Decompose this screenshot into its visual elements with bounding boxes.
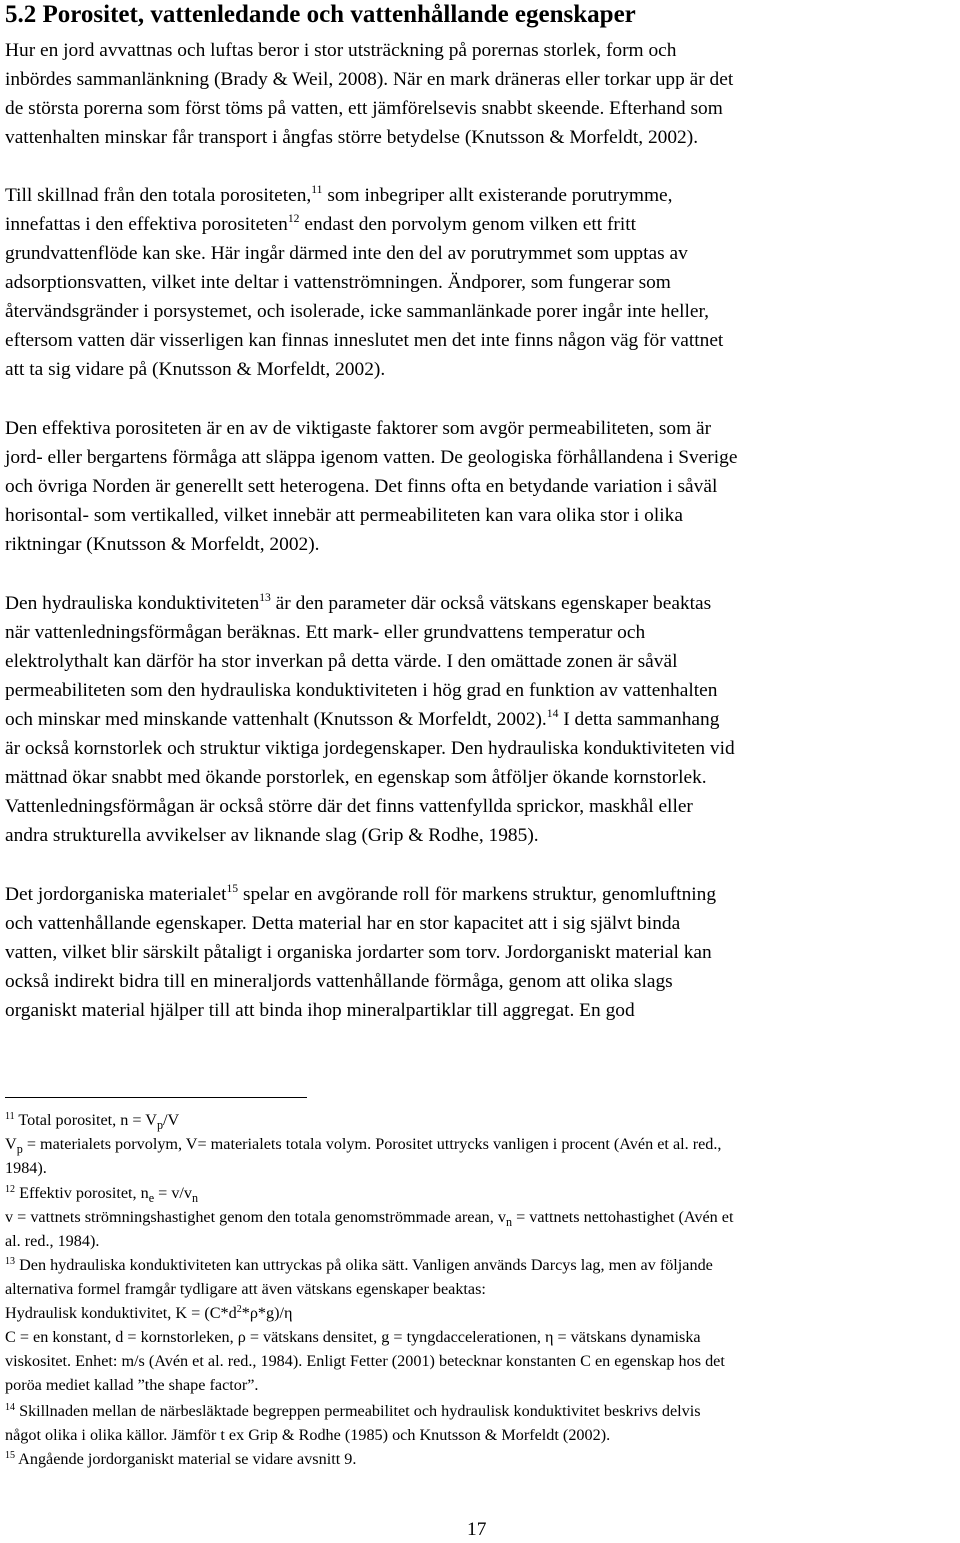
- paragraph-line: vattenhalten minskar får transport i ångfas större betydelse (Knutsson & Morfeldt, 2002).: [5, 127, 699, 148]
- paragraph-line: Vattenledningsförmågan är också större där det finns vattenfyllda sprickor, maskhål eller: [5, 796, 693, 817]
- paragraph-line: och vattenhållande egenskaper. Detta material har en stor kapacitet att i sig självt binda: [5, 913, 681, 934]
- paragraph-line: också indirekt bidra till en mineraljords vattenhållande förmåga, genom att olika slags: [5, 971, 673, 992]
- paragraph-line: när vattenledningsförmågan beräknas. Ett mark- eller grundvattens temperatur och: [5, 622, 646, 643]
- paragraph-line: adsorptionsvatten, vilket inte deltar i vattenströmningen. Ändporer, som fungerar som: [5, 272, 671, 293]
- footnote-12: $^{12}$ Effektiv porositet, $n_e = v/v_n$ v = vattnets strömningshastighet genom den totala genomströmmade arean, $v_n$ = vattnets nettohastighet (Avén et al. red., 1984).: [5, 1183, 734, 1250]
- page-number: 17: [467, 1519, 487, 1540]
- paragraph-line: grundvattenflöde kan ske. Här ingår därmed inte den del av porutrymmet som upptas av: [5, 243, 688, 264]
- footnote-13: $^{13}$ Den hydrauliska konduktiviteten kan uttryckas på olika sätt. Vanligen används Darcys lag, men av följande alternativa formel framgår tydligare att även vätskans egenskaper beaktas: Hydraulisk konduktivitet, K = (C*d$^2$*ρ*g)/η C = en konstant, d = kornstorleken, ρ = vätskans densitet, g = tyngdaccelerationen, η = vätskans dynamiska viskositet. Enhet: m/s (Avén et al. red., 1984). Enligt Fetter (2001) betecknar konstanten C en egenskap hos det poröa mediet kallad ”the shape factor”.: [5, 1255, 725, 1394]
- footnote-number: 13: [5, 1255, 16, 1267]
- footnote-ref-11[interactable]: 11: [311, 183, 323, 197]
- paragraph-line: att ta sig vidare på (Knutsson & Morfeldt, 2002).: [5, 359, 386, 380]
- footnote-14: $^{14}$ Skillnaden mellan de närbesläktade begreppen permeabilitet och hydraulisk konduktivitet beskrivs delvis något olika i olika källor. Jämför t ex Grip & Rodhe (1985) och Knutsson & Morfeldt (2002).: [5, 1401, 701, 1444]
- footnote-ref-12[interactable]: 12: [287, 212, 300, 226]
- paragraph-3: [5, 414, 957, 559]
- paragraph-line: och övriga Norden är generellt sett heterogena. Det finns ofta en betydande variation i såväl: [5, 476, 718, 497]
- footnote-15: $^{15}$ Angående jordorganiskt material se vidare avsnitt 9.: [5, 1449, 357, 1468]
- paragraph-line: och minskar med minskande vattenhalt (Knutsson & Morfeldt, 2002).$^{14}$ I detta sammanhang: [5, 707, 720, 730]
- footnote-number: 11: [5, 1110, 15, 1122]
- paragraph-line: inbördes sammanlänkning (Brady & Weil, 2008). När en mark dräneras eller torkar upp är det: [5, 69, 734, 90]
- paragraph-line: Till skillnad från den totala porositeten,$^{11}$ som inbegriper allt existerande porutrymme,: [5, 183, 673, 206]
- footnote-11: $^{11}$ Total porositet, $n = V_p/V$ $V_p$ = materialets porvolym, V= materialets totala volym. Porositet uttrycks vanligen i procent (Avén et al. red., 1984).: [5, 1110, 722, 1177]
- paragraph-line: organiskt material hjälper till att binda ihop mineralpartiklar till aggregat. En god: [5, 1000, 635, 1021]
- paragraph-line: andra strukturella avvikelser av liknande slag (Grip & Rodhe, 1985).: [5, 825, 539, 846]
- footnote-ref-15[interactable]: 15: [226, 882, 239, 896]
- paragraph-line: de största porerna som först töms på vatten, ett jämförelsevis snabbt skeende. Efterhand som: [5, 98, 723, 119]
- paragraph-line: Den hydrauliska konduktiviteten$^{13}$ är den parameter där också vätskans egenskaper beaktas: [5, 591, 712, 614]
- paragraph-line: horisontal- som vertikalled, vilket innebär att permeabiliteten kan vara olika stor i olika: [5, 505, 683, 526]
- paragraph-line: Den effektiva porositeten är en av de viktigaste faktorer som avgör permeabiliteten, som är: [5, 418, 712, 439]
- paragraph-line: innefattas i den effektiva porositeten$^{12}$ endast den porvolym genom vilken ett fritt: [5, 212, 637, 235]
- footnote-number: 14: [5, 1401, 16, 1413]
- paragraph-line: Det jordorganiska materialet$^{15}$ spelar en avgörande roll för markens struktur, genomluftning: [5, 882, 717, 905]
- paragraph-line: riktningar (Knutsson & Morfeldt, 2002).: [5, 534, 320, 555]
- paragraph-line: elektrolythalt kan därför ha stor inverkan på detta värde. I den omättade zonen är såväl: [5, 651, 678, 672]
- footnote-number: 15: [5, 1449, 16, 1461]
- footnote-number: 12: [5, 1183, 16, 1195]
- paragraph-line: är också kornstorlek och struktur viktiga jordegenskaper. Den hydrauliska konduktiviteten vid: [5, 738, 735, 759]
- paragraph-line: jord- eller bergartens förmåga att släppa igenom vatten. De geologiska förhållandena i Sverige: [5, 447, 738, 468]
- paragraph-2: [5, 181, 957, 384]
- paragraph-line: Hur en jord avvattnas och luftas beror i stor utsträckning på porernas storlek, form och: [5, 40, 677, 61]
- footnote-ref-14[interactable]: 14: [546, 707, 559, 721]
- paragraph-line: permeabiliteten som den hydrauliska konduktiviteten i hög grad en funktion av vattenhalten: [5, 680, 718, 701]
- paragraph-4: [5, 589, 957, 850]
- paragraph-line: eftersom vatten där visserligen kan finnas inneslutet men det inte finns någon väg för vattnet: [5, 330, 724, 351]
- footnote-separator: [5, 1097, 307, 1098]
- paragraph-line: återvändsgränder i porsystemet, och isolerade, icke sammanlänkade porer ingår inte heller,: [5, 301, 710, 322]
- section-heading: 5.2 Porositet, vattenledande och vattenhållande egenskaper: [5, 1, 636, 28]
- paragraph-1: [5, 36, 957, 152]
- paragraph-line: mättnad ökar snabbt med ökande porstorlek, en egenskap som åtföljer ökande kornstorlek.: [5, 767, 707, 788]
- paragraph-5: [5, 880, 957, 1025]
- paragraph-line: vatten, vilket blir särskilt påtaligt i organiska jordarter som torv. Jordorganiskt material kan: [5, 942, 712, 963]
- footnote-ref-13[interactable]: 13: [259, 591, 271, 605]
